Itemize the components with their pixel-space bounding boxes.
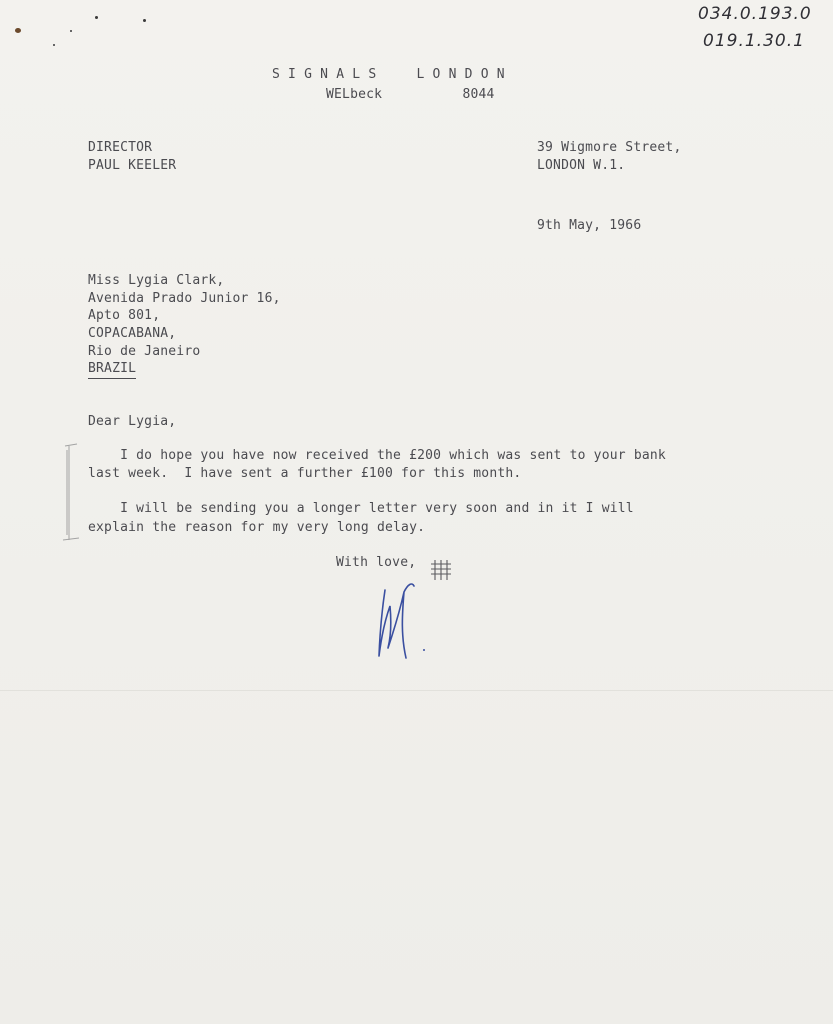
- paper-speck: [70, 30, 72, 32]
- recipient-country: BRAZIL: [88, 360, 136, 379]
- paragraph2-line2: explain the reason for my very long delay.: [88, 520, 426, 535]
- recipient-street: Avenida Prado Junior 16,: [88, 291, 281, 306]
- letterhead-name: S I G N A L S L O N D O N: [272, 67, 505, 82]
- recipient-city: Rio de Janeiro: [88, 344, 201, 359]
- sender-street: 39 Wigmore Street,: [537, 140, 682, 155]
- salutation: Dear Lygia,: [88, 414, 177, 429]
- recipient-name: Miss Lygia Clark,: [88, 273, 225, 288]
- paper-speck: [95, 16, 98, 19]
- paper-stain: [15, 28, 21, 33]
- letter-date: 9th May, 1966: [537, 218, 642, 233]
- paper-speck: [53, 44, 55, 46]
- paragraph2-line1: I will be sending you a longer letter very soon and in it I will: [88, 501, 634, 516]
- archive-ref-line1: 034.0.193.0: [698, 4, 812, 24]
- pencil-margin-mark: [55, 440, 85, 550]
- paragraph1-line2: last week. I have sent a further £100 for this month.: [88, 466, 522, 481]
- letterhead-phone: WELbeck 8044: [326, 87, 495, 102]
- recipient-apartment: Apto 801,: [88, 308, 161, 323]
- archive-ref-line2: 019.1.30.1: [703, 31, 805, 51]
- paper-speck: [143, 19, 146, 22]
- signature: [368, 570, 438, 665]
- closing: With love,: [336, 555, 417, 570]
- director-name: PAUL KEELER: [88, 158, 177, 173]
- director-title: DIRECTOR: [88, 140, 153, 155]
- paper-fold-line: [0, 690, 833, 691]
- sender-city: LONDON W.1.: [537, 158, 626, 173]
- paragraph1-line1: I do hope you have now received the £200 which was sent to your bank: [88, 448, 666, 463]
- recipient-district: COPACABANA,: [88, 326, 177, 341]
